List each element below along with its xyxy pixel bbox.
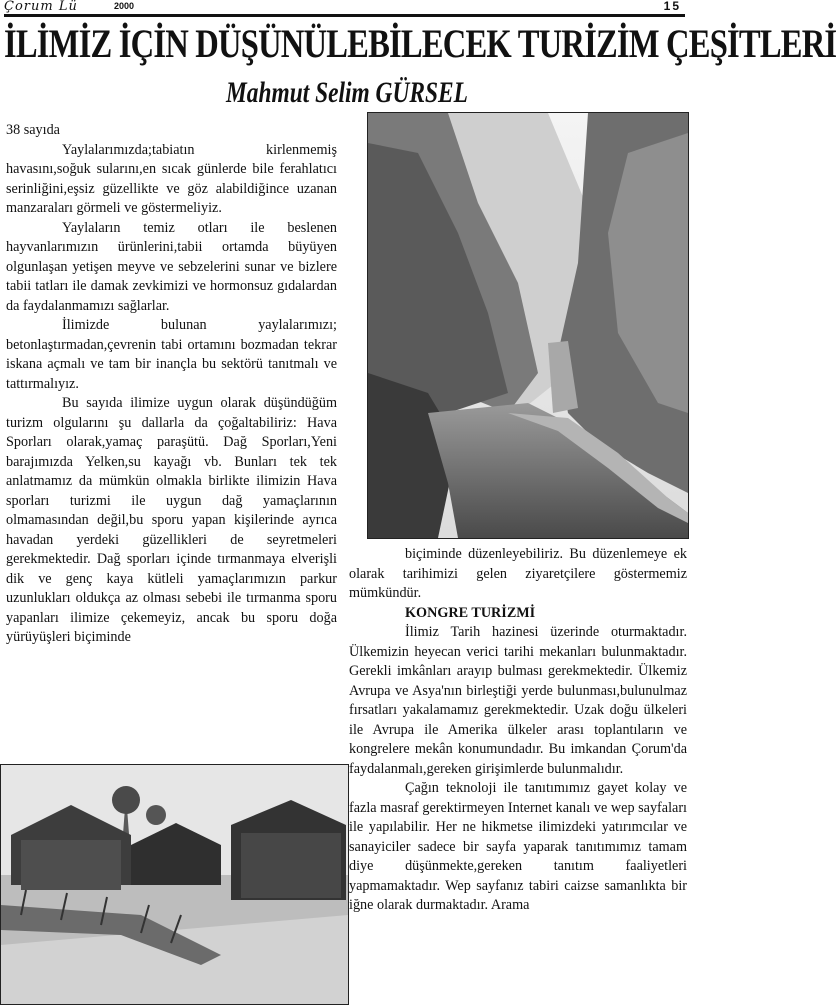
section-subheading: KONGRE TURİZMİ	[405, 604, 536, 621]
right-column	[349, 545, 687, 916]
body-paragraph: biçiminde düzenleyebiliriz. Bu düzenlemeye ek olarak tarihimizi gelen ziyaretçilere göstermemiz mümkündür.	[349, 546, 687, 601]
canyon-photo-drawing	[368, 113, 688, 538]
body-paragraph: Çağın teknoloji ile tanıtımımız gayet kolay ve fazla masraf gerektirmeyen Internet kanalı ve wep sayfaları ile yapılabilir. Her ne hikmetse ilimizdeki yatırımcılar ve sanayiciler sadece bir sayfa yaparak tanıtımımız tamam diye düşünmekte,gereken tanıtım faaliyetleri yapmamaktadır. Wep sayfanız tabiri caizse samanlıkta bir iğne olarak durmaktadır. Arama	[349, 780, 687, 913]
issue-reference: 38 sayıda	[6, 122, 60, 138]
article-title: İLİMİZ İÇİN DÜŞÜNÜLEBİLECEK TURİZİM ÇEŞİTLERİ	[4, 21, 836, 66]
article-author: Mahmut Selim GÜRSEL	[226, 76, 468, 109]
magazine-year: 2000	[114, 1, 135, 11]
canyon-river-photo	[367, 112, 689, 539]
body-paragraph: Bu sayıda ilimize uygun olarak düşündüğüm turizm olgularını şu dallarla da çoğaltabiliriz: Hava Sporları olarak,yamaç paraşütü. Dağ Sporları,Yeni barajımızda Yelken,su kayağı vb. Bunları tek tek anlatmamız da mümkün olmakla birlikte ilimizin Hava sporları turizmi ile uygun dağ yamaçlarının olmamasından değil,bu sporu yapan kişilerinde ayrıca havadan yerdeki güzellikleri de seyretmeleri gerekmektedir. Dağ sporları içinde tırmanmaya elverişli dik ve genç kaya kütleli yamaçlarımızın parkur uzunlukları oldukça az olması sebebi ile tırmanma sporu yapanları ilimize çekemeyiz, ancak bu sporu doğa yürüyüşleri biçiminde	[6, 395, 337, 645]
left-column	[6, 121, 337, 648]
body-paragraph: İlimiz Tarih hazinesi üzerinde oturmaktadır. Ülkemizin heyecan verici tarihi mekanları bulunmaktadır. Gerekli imkânları arayıp bulması gerekmektedir. Ülkemiz Avrupa ve Asya'nın birleştiği yerde bulunması,bulunulmaz fırsatları yakalamamız gerekmektedir. Uzak doğu ülkeleri ile Avrupa ile Amerika ülkeler arası toplantıların ve kongrelere mekân konumundadır. Bu imkandan Çorum'da faydalanmalı,gereken girişimlerde bulunmalıdır.	[349, 624, 687, 777]
body-paragraph: İlimizde bulunan yaylalarımızı; betonlaştırmadan,çevrenin tabi ortamını bozmadan tekrar iskana açmalı ve tam bir inançla bu sektörü tanıtmalı ve tattırmalıyız.	[6, 317, 337, 392]
houses-photo-drawing	[1, 765, 348, 1004]
page-number: 15	[663, 0, 681, 13]
header-rule	[4, 14, 685, 17]
wooden-plateau-houses-photo	[0, 764, 349, 1005]
body-paragraph: Yaylaların temiz otları ile beslenen hayvanlarımızın ürünlerini,tabii ortamda büyüyen olgunlaşan yetişen meyve ve sebzelerini sunar ve bizlere tabii tatları ile damak zevkimizi ve hormonsuz gıdalardan da faydalanmamızı sağlarlar.	[6, 219, 337, 314]
page-header	[4, 0, 687, 14]
body-paragraph: Yaylalarımızda;tabiatın kirlenmemiş havasını,soğuk sularını,en sıcak günlerde bile ferahlatıcı serinliğini,eşsiz güzellikte ve göz alabildiğince uzanan manzaraları görmeli ve göstermeliyiz.	[6, 141, 337, 216]
magazine-name: Çorum Lü	[4, 0, 78, 14]
